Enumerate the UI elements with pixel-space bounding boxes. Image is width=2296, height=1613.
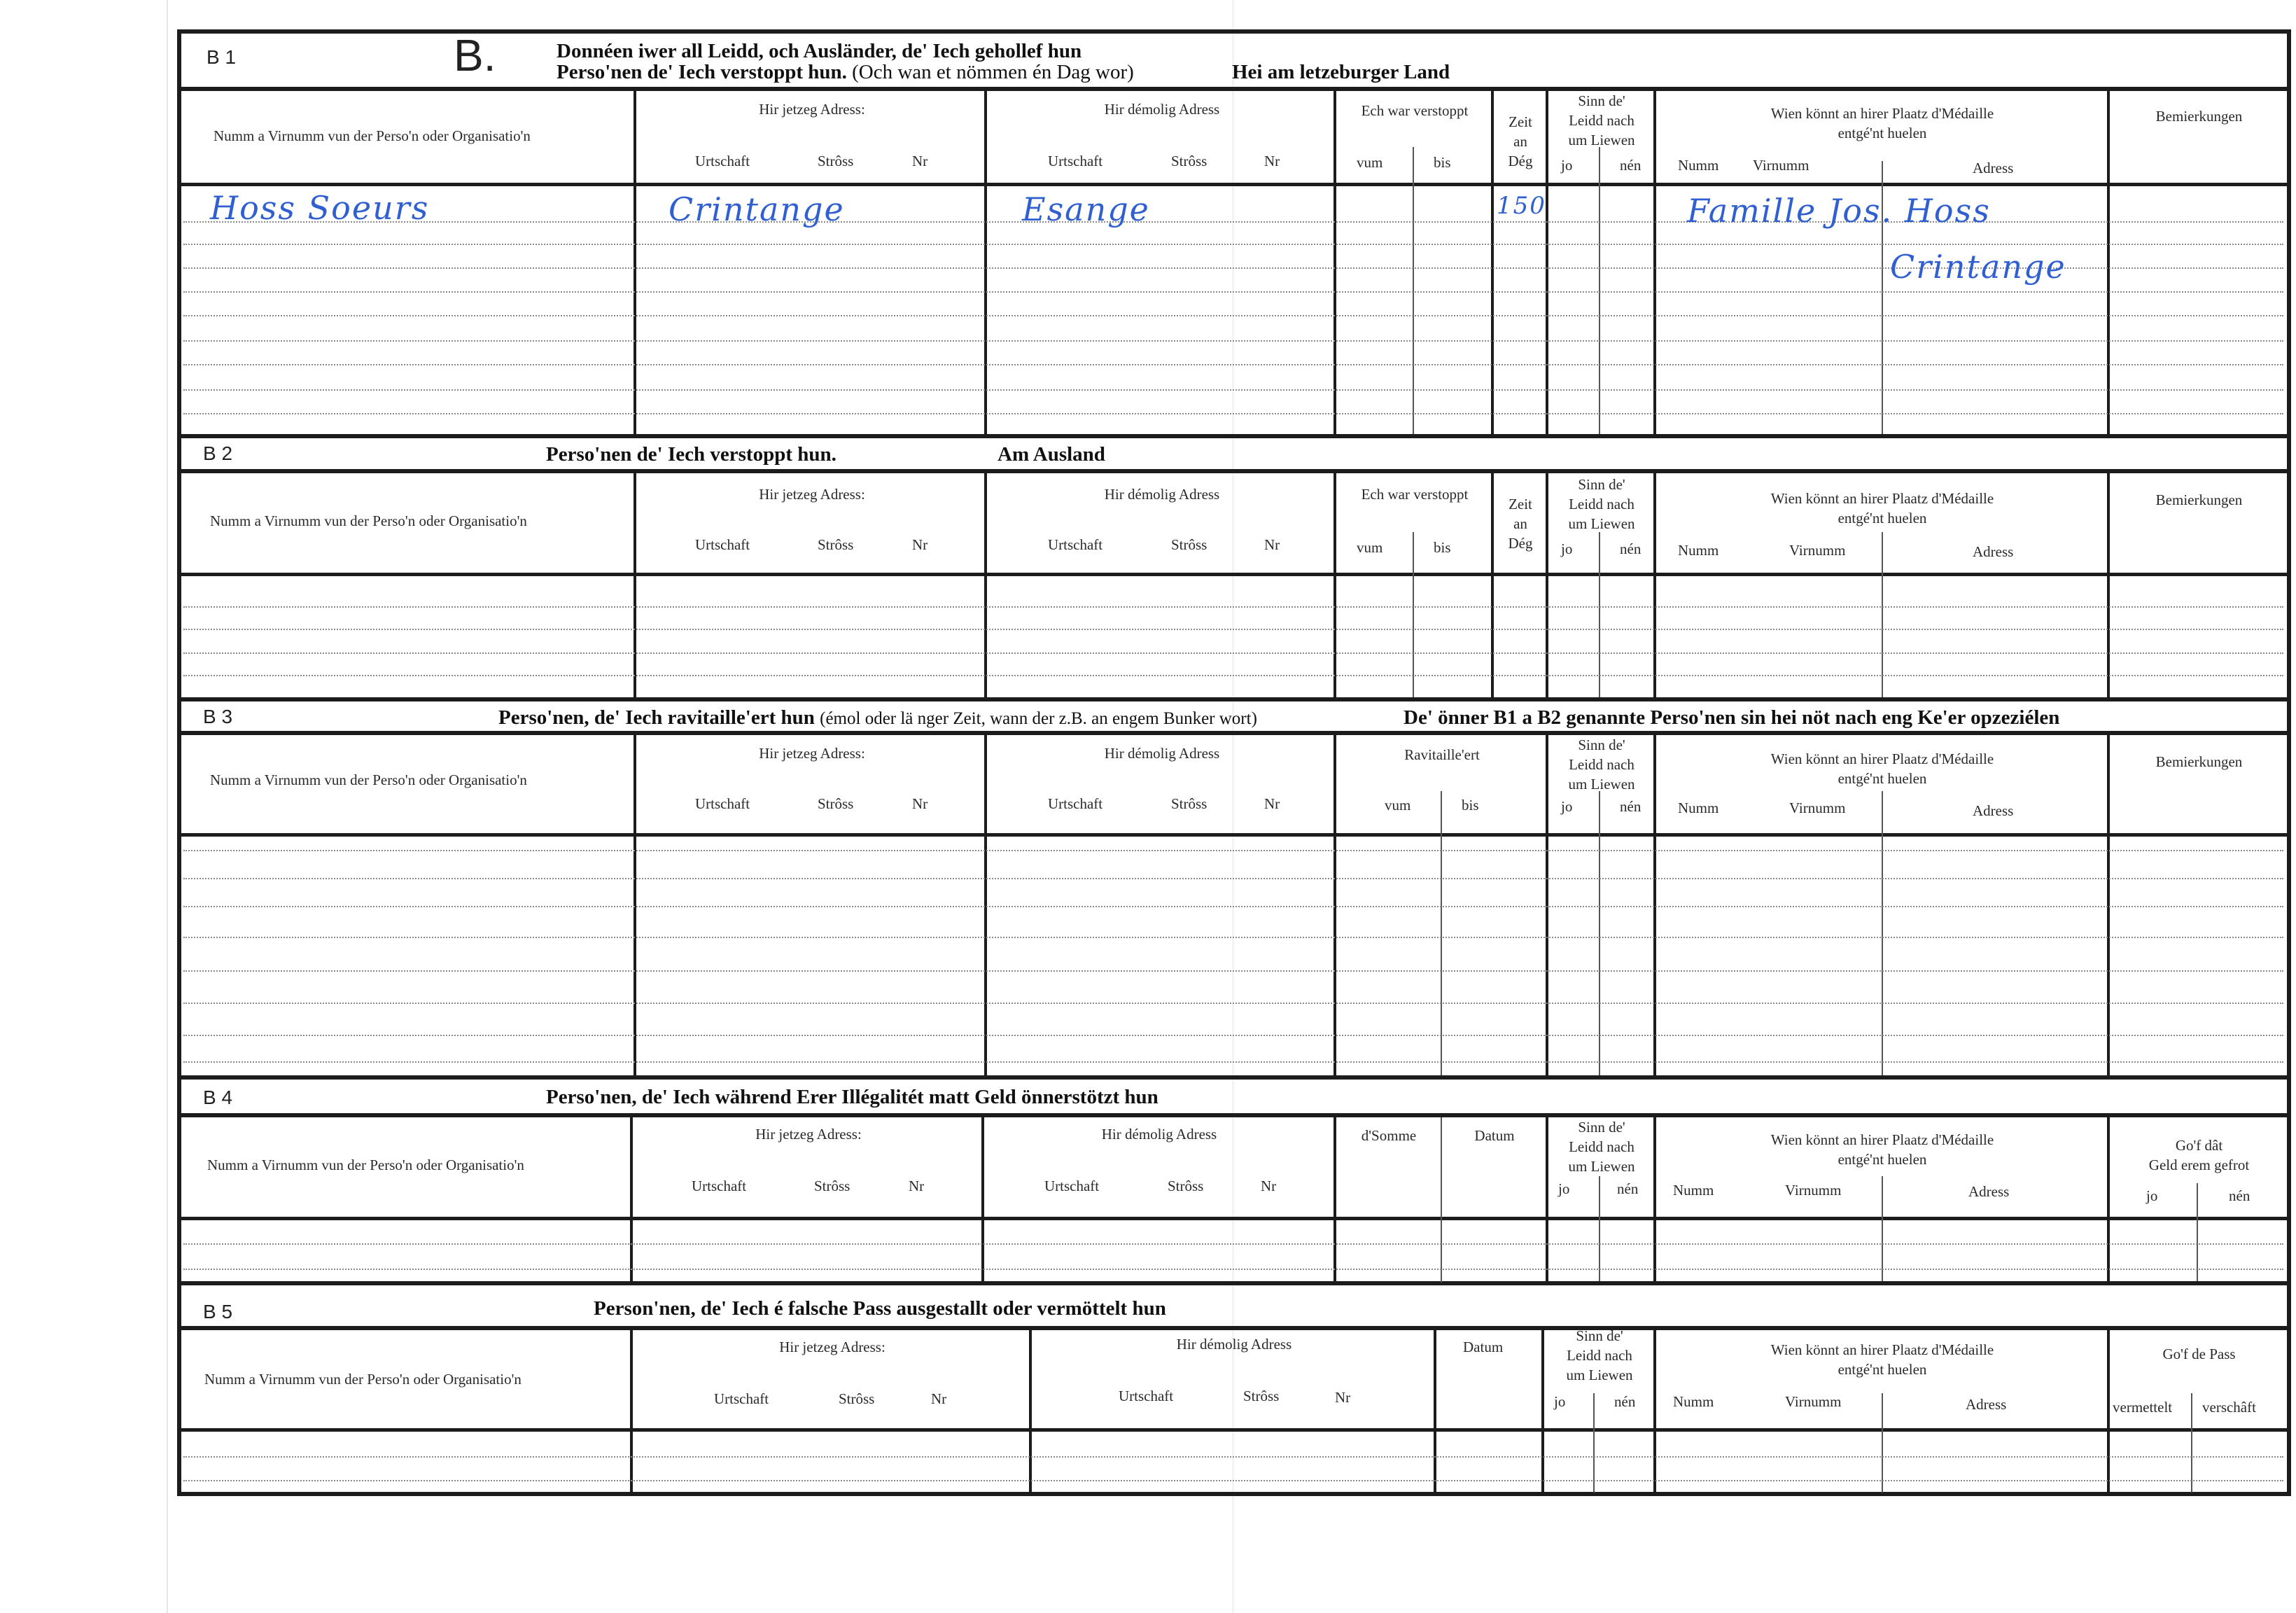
header-pass: Go'f de Pass (2162, 1346, 2236, 1362)
header-current-address: Hir jetzeg Adress: (755, 1126, 862, 1143)
header-time: Zeit (1508, 113, 1532, 130)
header-from: vum (1357, 539, 1383, 556)
section-subtitle: Perso'nen de' Iech verstoppt hun. (Och wan et nömmen én Dag wor) (556, 61, 1134, 83)
section-title: Perso'nen, de' Iech während Erer Illégalitét matt Geld önnerstötzt hun (546, 1086, 1158, 1108)
header-risk: Sinn de' (1578, 736, 1625, 753)
header-date: Datum (1463, 1339, 1504, 1355)
section-code: B 4 (203, 1087, 233, 1108)
header-m-first: Virnumm (1785, 1182, 1842, 1199)
header-nr: Nr (1264, 536, 1280, 553)
header-town: Urtschaft (1048, 795, 1103, 812)
header-from: vum (1357, 154, 1383, 171)
header-risk: Leidd nach (1569, 756, 1634, 773)
header-medal: entgé'nt huelen (1837, 510, 1927, 526)
header-yes: jo (1558, 1180, 1570, 1197)
handwritten-days: 150 (1497, 192, 1546, 220)
header-supplied: Ravitaille'ert (1404, 746, 1480, 763)
header-risk: Sinn de' (1578, 1119, 1625, 1136)
header-m-first: Virnumm (1789, 799, 1846, 816)
header-no: nén (1620, 798, 1642, 815)
header-no: nén (1614, 1393, 1636, 1410)
header-m-name: Numm (1678, 799, 1719, 816)
section-code: B 2 (203, 442, 233, 464)
header-hidden: Ech war verstoppt (1361, 486, 1469, 503)
header-medal: entgé'nt huelen (1837, 125, 1927, 141)
header-nr: Nr (1261, 1178, 1277, 1194)
header-to: bis (1462, 797, 1479, 814)
header-m-name: Numm (1673, 1182, 1714, 1199)
header-m-name: Numm (1673, 1393, 1714, 1410)
header-street: Strôss (1171, 795, 1208, 812)
header-time: Dég (1508, 153, 1533, 169)
header-former-address: Hir démolig Adress (1176, 1336, 1292, 1353)
header-m-name: Numm (1678, 157, 1719, 174)
header-time: an (1513, 133, 1527, 150)
section-code: B 1 (206, 46, 237, 68)
section-region: Am Ausland (997, 443, 1105, 466)
header-nr: Nr (1264, 153, 1280, 169)
header-hidden: Ech war verstoppt (1361, 102, 1469, 119)
header-street: Strôss (818, 153, 854, 169)
section-title: Perso'nen, de' Iech ravitaille'ert hun (émol oder lä nger Zeit, wann der z.B. an engem Bunker wort) (498, 706, 1257, 729)
header-street: Strôss (839, 1390, 875, 1407)
section-code: B 5 (203, 1301, 233, 1322)
header-remarks: Bemierkungen (2155, 108, 2243, 125)
page-fold (1232, 0, 1234, 1613)
header-name: Numm a Virnumm vun der Perso'n oder Organisatio'n (210, 512, 527, 529)
header-gift: Geld erem gefrot (2148, 1157, 2250, 1173)
header-medal: Wien könnt an hirer Plaatz d'Médaille (1770, 1341, 1994, 1358)
header-town: Urtschaft (714, 1390, 769, 1407)
header-name: Numm a Virnumm vun der Perso'n oder Organisatio'n (214, 127, 531, 144)
handwritten-current-town: Crintange (668, 190, 845, 228)
header-remarks: Bemierkungen (2155, 753, 2243, 770)
header-brokered: vermettelt (2113, 1399, 2173, 1416)
header-yes: jo (2146, 1187, 2158, 1204)
header-current-address: Hir jetzeg Adress: (759, 745, 865, 762)
header-remarks: Bemierkungen (2155, 491, 2243, 508)
handwritten-former-town: Esange (1022, 190, 1150, 228)
header-risk: um Liewen (1568, 132, 1635, 148)
header-name: Numm a Virnumm vun der Perso'n oder Organisatio'n (210, 771, 527, 788)
header-street: Strôss (1171, 153, 1208, 169)
header-to: bis (1434, 539, 1451, 556)
header-m-first: Virnumm (1753, 157, 1809, 174)
header-street: Strôss (1243, 1388, 1280, 1404)
header-nr: Nr (1264, 795, 1280, 812)
header-no: nén (1620, 540, 1642, 557)
header-date: Datum (1474, 1127, 1515, 1144)
header-time: Dég (1508, 535, 1533, 552)
header-m-addr: Adress (1973, 802, 2014, 819)
header-no: nén (1617, 1180, 1639, 1197)
header-yes: jo (1561, 540, 1573, 557)
header-medal: Wien könnt an hirer Plaatz d'Médaille (1770, 1131, 1994, 1148)
section-code: B 3 (203, 706, 233, 727)
header-risk: Sinn de' (1578, 476, 1625, 493)
header-m-name: Numm (1678, 542, 1719, 559)
header-medal: entgé'nt huelen (1837, 1151, 1927, 1168)
handwritten-medal-name: Famille Jos. Hoss (1687, 192, 1991, 230)
header-m-first: Virnumm (1789, 542, 1846, 559)
header-risk: Leidd nach (1569, 496, 1634, 512)
header-street: Strôss (1168, 1178, 1204, 1194)
header-medal: Wien könnt an hirer Plaatz d'Médaille (1770, 490, 1994, 507)
header-nr: Nr (912, 153, 928, 169)
header-risk: um Liewen (1568, 776, 1635, 792)
header-former-address: Hir démolig Adress (1101, 1126, 1217, 1143)
header-town: Urtschaft (695, 153, 750, 169)
header-issued: verschâft (2202, 1399, 2256, 1416)
header-m-addr: Adress (1973, 543, 2014, 560)
header-risk: um Liewen (1568, 515, 1635, 532)
section-title: Perso'nen de' Iech verstoppt hun. (546, 443, 836, 466)
header-to: bis (1434, 154, 1451, 171)
header-medal: entgé'nt huelen (1837, 1361, 1927, 1378)
header-medal: Wien könnt an hirer Plaatz d'Médaille (1770, 105, 1994, 122)
header-street: Strôss (818, 795, 854, 812)
header-former-address: Hir démolig Adress (1104, 101, 1220, 118)
header-risk: Leidd nach (1569, 1138, 1634, 1155)
header-current-address: Hir jetzeg Adress: (779, 1339, 886, 1355)
header-time: Zeit (1508, 496, 1532, 512)
section-title: Donnéen iwer all Leidd, och Ausländer, de' Iech gehollef hun (556, 40, 1082, 62)
section-letter: B. (454, 30, 496, 81)
header-name: Numm a Virnumm vun der Perso'n oder Organisatio'n (207, 1157, 524, 1173)
header-nr: Nr (931, 1390, 947, 1407)
header-risk: Leidd nach (1567, 1347, 1632, 1364)
header-risk: um Liewen (1568, 1158, 1635, 1175)
handwritten-medal-address: Crintange (1890, 248, 2066, 286)
header-yes: jo (1554, 1393, 1566, 1410)
header-town: Urtschaft (695, 536, 750, 553)
section-title: Person'nen, de' Iech é falsche Pass ausgestallt oder vermöttelt hun (594, 1297, 1166, 1320)
header-m-addr: Adress (1973, 160, 2014, 176)
header-town: Urtschaft (695, 795, 750, 812)
header-street: Strôss (1171, 536, 1208, 553)
handwritten-name: Hoss Soeurs (210, 189, 430, 227)
header-town: Urtschaft (1048, 536, 1103, 553)
header-medal: Wien könnt an hirer Plaatz d'Médaille (1770, 750, 1994, 767)
section-note: De' önner B1 a B2 genannte Perso'nen sin hei nöt nach eng Ke'er opzeziélen (1404, 706, 2060, 729)
page-left-edge (167, 0, 168, 1613)
header-risk: Sinn de' (1578, 92, 1625, 109)
header-nr: Nr (909, 1178, 925, 1194)
header-m-first: Virnumm (1785, 1393, 1842, 1410)
header-nr: Nr (1335, 1389, 1351, 1406)
header-risk: um Liewen (1566, 1367, 1633, 1383)
header-yes: jo (1561, 157, 1573, 174)
header-town: Urtschaft (1048, 153, 1103, 169)
header-former-address: Hir démolig Adress (1104, 745, 1220, 762)
header-from: vum (1385, 797, 1411, 814)
header-town: Urtschaft (692, 1178, 747, 1194)
header-yes: jo (1561, 798, 1573, 815)
header-m-addr: Adress (1968, 1183, 2010, 1200)
header-no: nén (2229, 1187, 2250, 1204)
header-sum: d'Somme (1361, 1127, 1417, 1144)
header-town: Urtschaft (1119, 1388, 1174, 1404)
header-risk: Leidd nach (1569, 112, 1634, 129)
header-nr: Nr (912, 536, 928, 553)
header-former-address: Hir démolig Adress (1104, 486, 1220, 503)
header-town: Urtschaft (1044, 1178, 1100, 1194)
header-current-address: Hir jetzeg Adress: (759, 101, 865, 118)
header-m-addr: Adress (1966, 1396, 2007, 1413)
header-nr: Nr (912, 795, 928, 812)
section-region: Hei am letzeburger Land (1232, 61, 1450, 83)
header-gift: Go'f dât (2175, 1137, 2223, 1154)
header-street: Strôss (814, 1178, 850, 1194)
header-time: an (1513, 515, 1527, 532)
header-medal: entgé'nt huelen (1837, 770, 1927, 787)
header-street: Strôss (818, 536, 854, 553)
header-name: Numm a Virnumm vun der Perso'n oder Organisatio'n (204, 1371, 522, 1388)
header-no: nén (1620, 157, 1642, 174)
header-current-address: Hir jetzeg Adress: (759, 486, 865, 503)
header-risk: Sinn de' (1576, 1327, 1623, 1344)
